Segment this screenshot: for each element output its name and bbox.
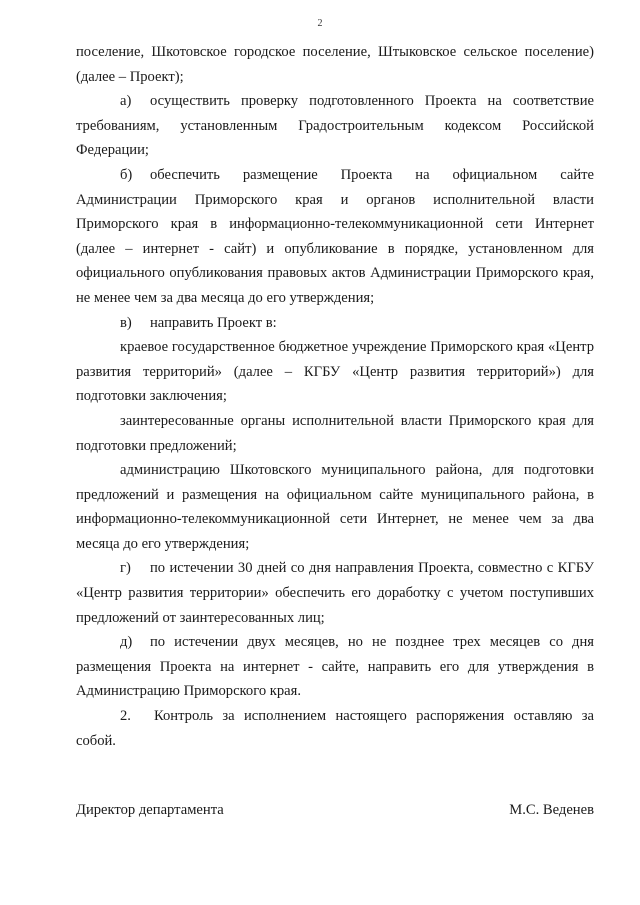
item-marker: в) <box>120 314 132 331</box>
paragraph-item-2 <box>76 704 594 753</box>
item-text: по истечении двух месяцев, но не позднее трех месяцев со дня размещения Проекта на интернет - сайте, направить его для утверждения в Администрацию Приморского края. <box>76 634 594 700</box>
paragraph-item-b <box>76 163 594 311</box>
paragraph-recipient-3: администрацию Шкотовского муниципального района, для подготовки предложений и размещения на официальном сайте муниципального района, в информационно-телекоммуникационной сети Интернет, не менее чем за два месяца до его утверждения; <box>76 462 594 552</box>
paragraph-recipient-2: заинтересованные органы исполнительной власти Приморского края для подготовки предложений; <box>76 412 594 454</box>
item-marker: а) <box>120 93 132 110</box>
signatory-position: Директор департамента <box>76 802 224 818</box>
item-text: обеспечить размещение Проекта на официальном сайте Администрации Приморского края и органов исполнительной власти Приморского края в информационно-телекоммуникационной сети Интернет (далее – интернет - сайт) и опубликование в порядке, установленном для официального опубликования правовых актов Администрации Приморского края, не менее чем за два месяца до его утверждения; <box>76 166 594 306</box>
signature-block <box>76 798 594 822</box>
paragraph-item-a <box>76 89 594 163</box>
paragraph-continuation: поселение, Шкотовское городское поселение, Штыковское сельское поселение) (далее – Проект); <box>76 44 594 85</box>
page-number: 2 <box>317 18 323 29</box>
document-body <box>76 40 594 753</box>
item-marker: 2. <box>120 708 131 725</box>
item-marker: д) <box>120 634 133 651</box>
item-text: направить Проект в: <box>150 314 277 331</box>
paragraph-item-d <box>76 630 594 704</box>
item-text: Контроль за исполнением настоящего распоряжения оставляю за собой. <box>76 708 594 749</box>
signatory-name: М.С. Веденев <box>509 802 594 818</box>
paragraph-recipient-1: краевое государственное бюджетное учреждение Приморского края «Центр развития территорий» (далее – КГБУ «Центр развития территорий») для подготовки заключения; <box>76 339 594 405</box>
paragraph-item-v <box>76 311 594 336</box>
item-marker: б) <box>120 166 133 183</box>
item-text: по истечении 30 дней со дня направления Проекта, совместно с КГБУ «Центр развития территории» обеспечить его доработку с учетом поступивших предложений от заинтересованных лиц; <box>76 560 594 626</box>
paragraph-item-g <box>76 556 594 630</box>
item-text: осуществить проверку подготовленного Проекта на соответствие требованиям, установленным Градостроительным кодексом Российской Федерации; <box>76 93 594 159</box>
item-marker: г) <box>120 560 131 577</box>
